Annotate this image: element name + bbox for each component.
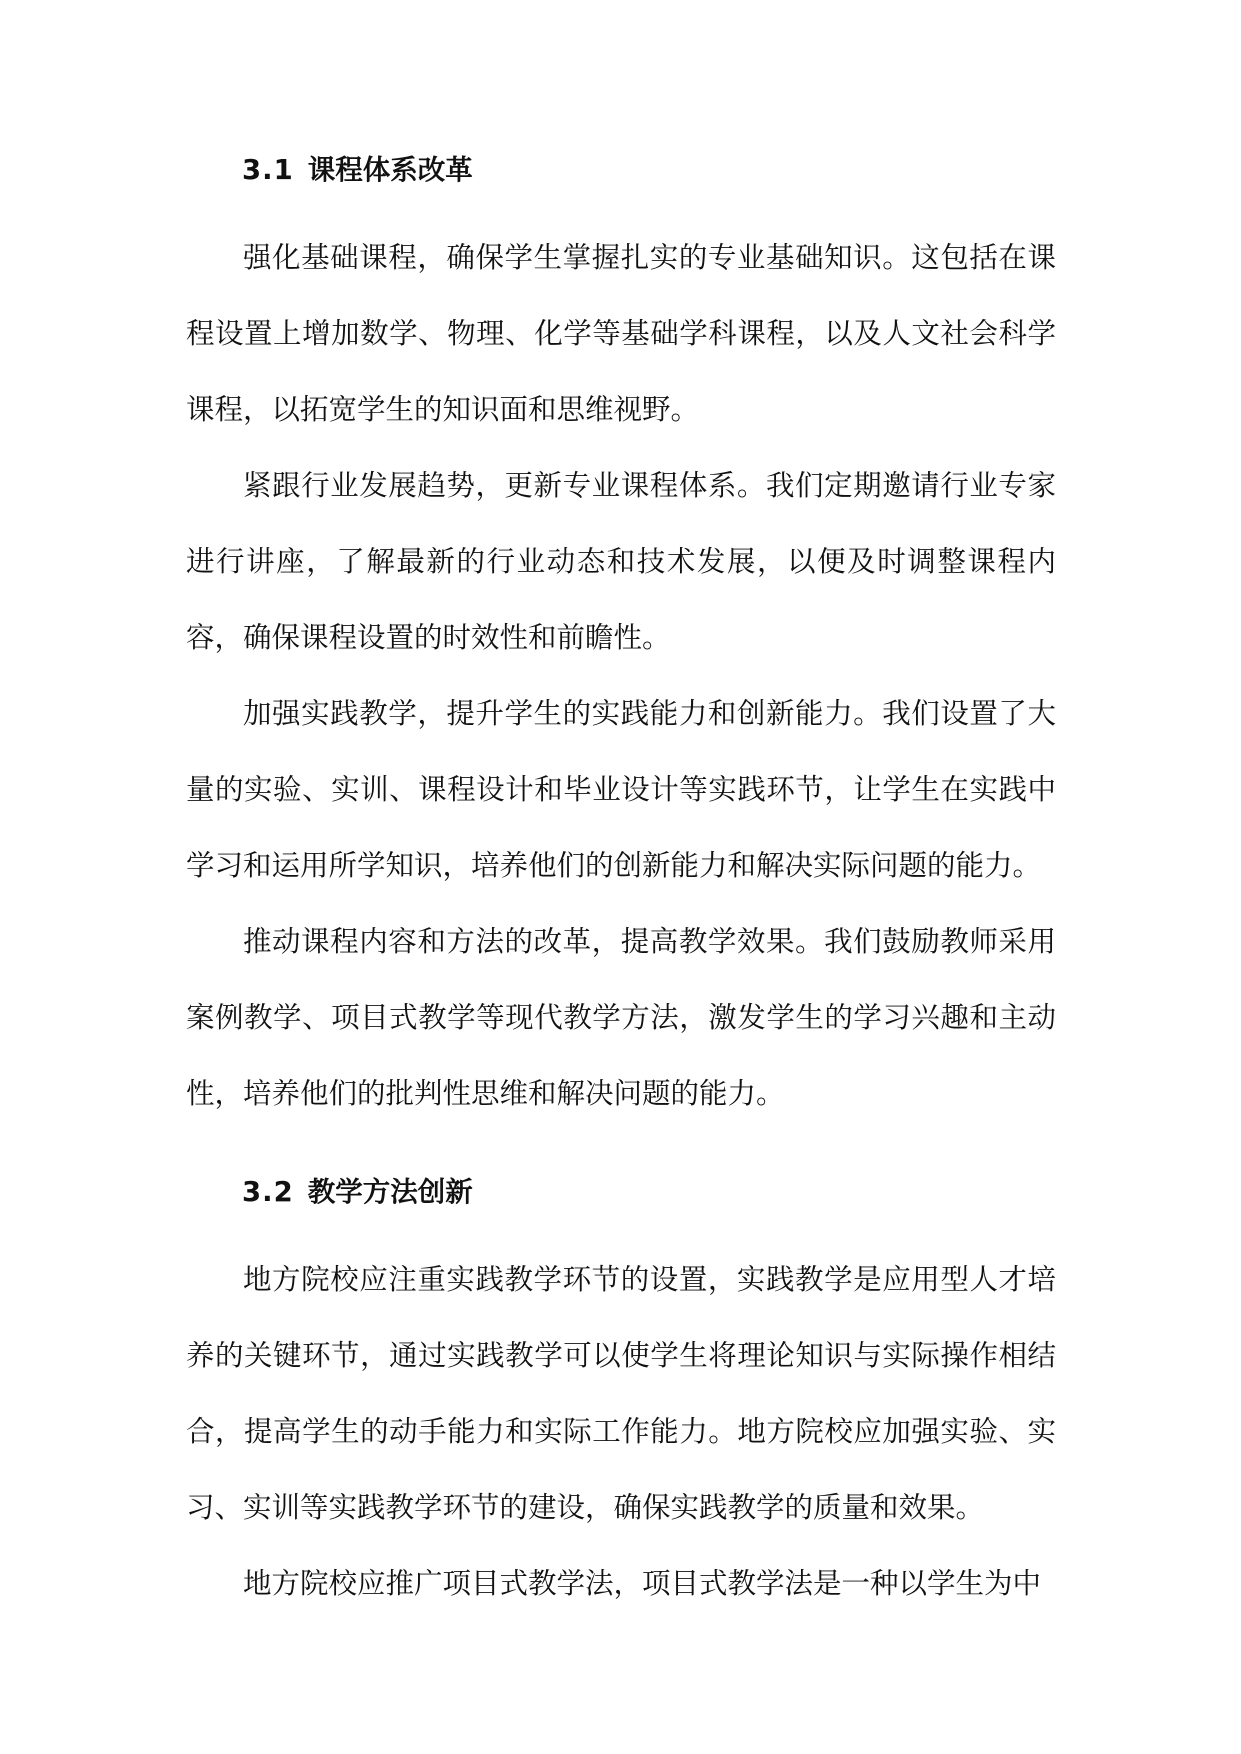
section-heading-3-2 — [186, 1164, 1056, 1220]
section-spacer — [186, 1132, 1056, 1164]
paragraph: 地方院校应注重实践教学环节的设置，实践教学是应用型人才培养的关键环节，通过实践教学可以使学生将理论知识与实际操作相结合，提高学生的动手能力和实际工作能力。地方院校应加强实验、实习、实训等实践教学环节的建设，确保实践教学的质量和效果。 — [186, 1263, 1056, 1524]
section-number: 3.1 — [242, 154, 294, 186]
section-title: 课程体系改革 — [307, 154, 473, 186]
paragraph: 强化基础课程，确保学生掌握扎实的专业基础知识。这包括在课程设置上增加数学、物理、化学等基础学科课程，以及人文社会科学课程，以拓宽学生的知识面和思维视野。 — [186, 241, 1056, 426]
section-number: 3.2 — [242, 1176, 294, 1208]
paragraph: 地方院校应推广项目式教学法，项目式教学法是一种以学生为中 — [243, 1567, 1042, 1600]
section-heading-3-1 — [186, 142, 1056, 198]
paragraph: 加强实践教学，提升学生的实践能力和创新能力。我们设置了大量的实验、实训、课程设计和毕业设计等实践环节，让学生在实践中学习和运用所学知识，培养他们的创新能力和解决实际问题的能力。 — [186, 697, 1056, 882]
paragraph: 紧跟行业发展趋势，更新专业课程体系。我们定期邀请行业专家进行讲座，了解最新的行业动态和技术发展，以便及时调整课程内容，确保课程设置的时效性和前瞻性。 — [186, 469, 1056, 654]
document-body — [186, 142, 1056, 1622]
paragraph: 推动课程内容和方法的改革，提高教学效果。我们鼓励教师采用案例教学、项目式教学等现代教学方法，激发学生的学习兴趣和主动性，培养他们的批判性思维和解决问题的能力。 — [186, 925, 1056, 1110]
section-title: 教学方法创新 — [307, 1176, 473, 1208]
